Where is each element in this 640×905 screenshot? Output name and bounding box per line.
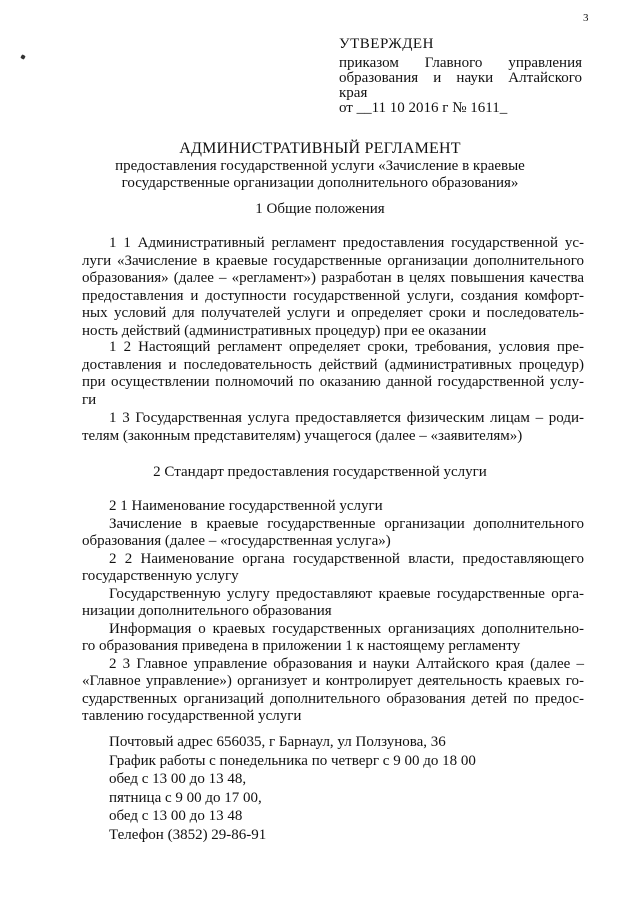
approval-stamp-block bbox=[339, 37, 582, 116]
section-1-heading: 1 Общие положения bbox=[255, 201, 385, 217]
paragraph-1-1 bbox=[82, 235, 584, 340]
text-line: Государственную услугу предоставляют краевые государственные орга- bbox=[109, 585, 584, 602]
lunch-break: обед с 13 00 до 13 48 bbox=[109, 808, 243, 824]
postal-address: Почтовый адрес 656035, г Барнаул, ул Ползунова, 36 bbox=[109, 734, 446, 750]
document-subtitle bbox=[0, 158, 640, 192]
text-line: луги «Зачисление в краевые государственные организации дополнительного bbox=[82, 252, 584, 269]
page-number: 3 bbox=[583, 12, 589, 24]
text-line: государственную услугу bbox=[82, 568, 239, 584]
approval-date-line: от __11 10 2016 г № 1611_ bbox=[339, 100, 508, 116]
text-line: сударственных организаций дополнительного образования детей по предос- bbox=[82, 690, 584, 707]
text-line: го образования приведена в приложении 1 к настоящему регламенту bbox=[82, 638, 521, 654]
text-line: ги bbox=[82, 391, 97, 408]
section-2-body bbox=[82, 498, 584, 726]
approval-line: образования и науки Алтайского bbox=[339, 70, 582, 86]
approval-title: УТВЕРЖДЕН bbox=[339, 36, 434, 52]
text-line: «Главное управление») организует и контролирует деятельность краевых го- bbox=[82, 673, 584, 689]
text-line: доставления и последовательность действий (административных процедур) bbox=[82, 356, 584, 373]
phone-number: Телефон (3852) 29-86-91 bbox=[109, 826, 267, 843]
approval-line: края bbox=[339, 85, 368, 101]
text-line: низации дополнительного образования bbox=[82, 603, 332, 619]
approval-line: приказом Главного управления bbox=[339, 55, 582, 71]
text-line: ность действий (административных процедур) при ее оказании bbox=[82, 322, 487, 339]
friday-hours: пятница с 9 00 до 17 00, bbox=[109, 789, 262, 806]
text-line: Информация о краевых государственных организациях дополнительно- bbox=[109, 620, 584, 637]
lunch-break: обед с 13 00 до 13 48, bbox=[109, 771, 247, 787]
section-2-heading: 2 Стандарт предоставления государственной услуги bbox=[153, 464, 487, 480]
text-line: образования» (далее – «регламент») разработан в целях повышения качества bbox=[82, 270, 584, 286]
text-line: 1 1 Административный регламент предоставления государственной ус- bbox=[109, 235, 584, 251]
contact-info bbox=[109, 733, 476, 844]
text-line: 1 2 Настоящий регламент определяет сроки, требования, условия пре- bbox=[109, 339, 584, 355]
text-line: Зачисление в краевые государственные организации дополнительного bbox=[109, 515, 584, 532]
text-line: 2 3 Главное управление образования и науки Алтайского края (далее – bbox=[109, 655, 584, 672]
text-line: тавлению государственной услуги bbox=[82, 708, 302, 724]
document-title: АДМИНИСТРАТИВНЫЙ РЕГЛАМЕНТ bbox=[179, 140, 461, 157]
paragraph-1-2 bbox=[82, 339, 584, 409]
text-line: предоставления и доступности государственной услуги, создания комфорт- bbox=[82, 287, 584, 304]
subtitle-line: государственные организации дополнительного образования» bbox=[121, 175, 519, 191]
text-line: 2 1 Наименование государственной услуги bbox=[109, 498, 383, 514]
text-line: образования (далее – «государственная услуга») bbox=[82, 533, 391, 549]
text-line: 2 2 Наименование органа государственной власти, предоставляющего bbox=[109, 550, 584, 567]
work-schedule: График работы с понедельника по четверг с 9 00 до 18 00 bbox=[109, 752, 476, 769]
text-line: при осуществлении полномочий по оказанию данной государственной услу- bbox=[82, 374, 584, 390]
subtitle-line: предоставления государственной услуги «Зачисление в краевые bbox=[115, 158, 525, 174]
scan-speck-mark bbox=[20, 54, 25, 59]
paragraph-1-3 bbox=[82, 410, 584, 445]
text-line: телям (законным представителям) учащегося (далее – «заявителям») bbox=[82, 427, 523, 444]
text-line: ных условий для получателей услуги и определяет сроки и последователь- bbox=[82, 305, 584, 321]
text-line: 1 3 Государственная услуга предоставляется физическим лицам – роди- bbox=[109, 410, 584, 426]
